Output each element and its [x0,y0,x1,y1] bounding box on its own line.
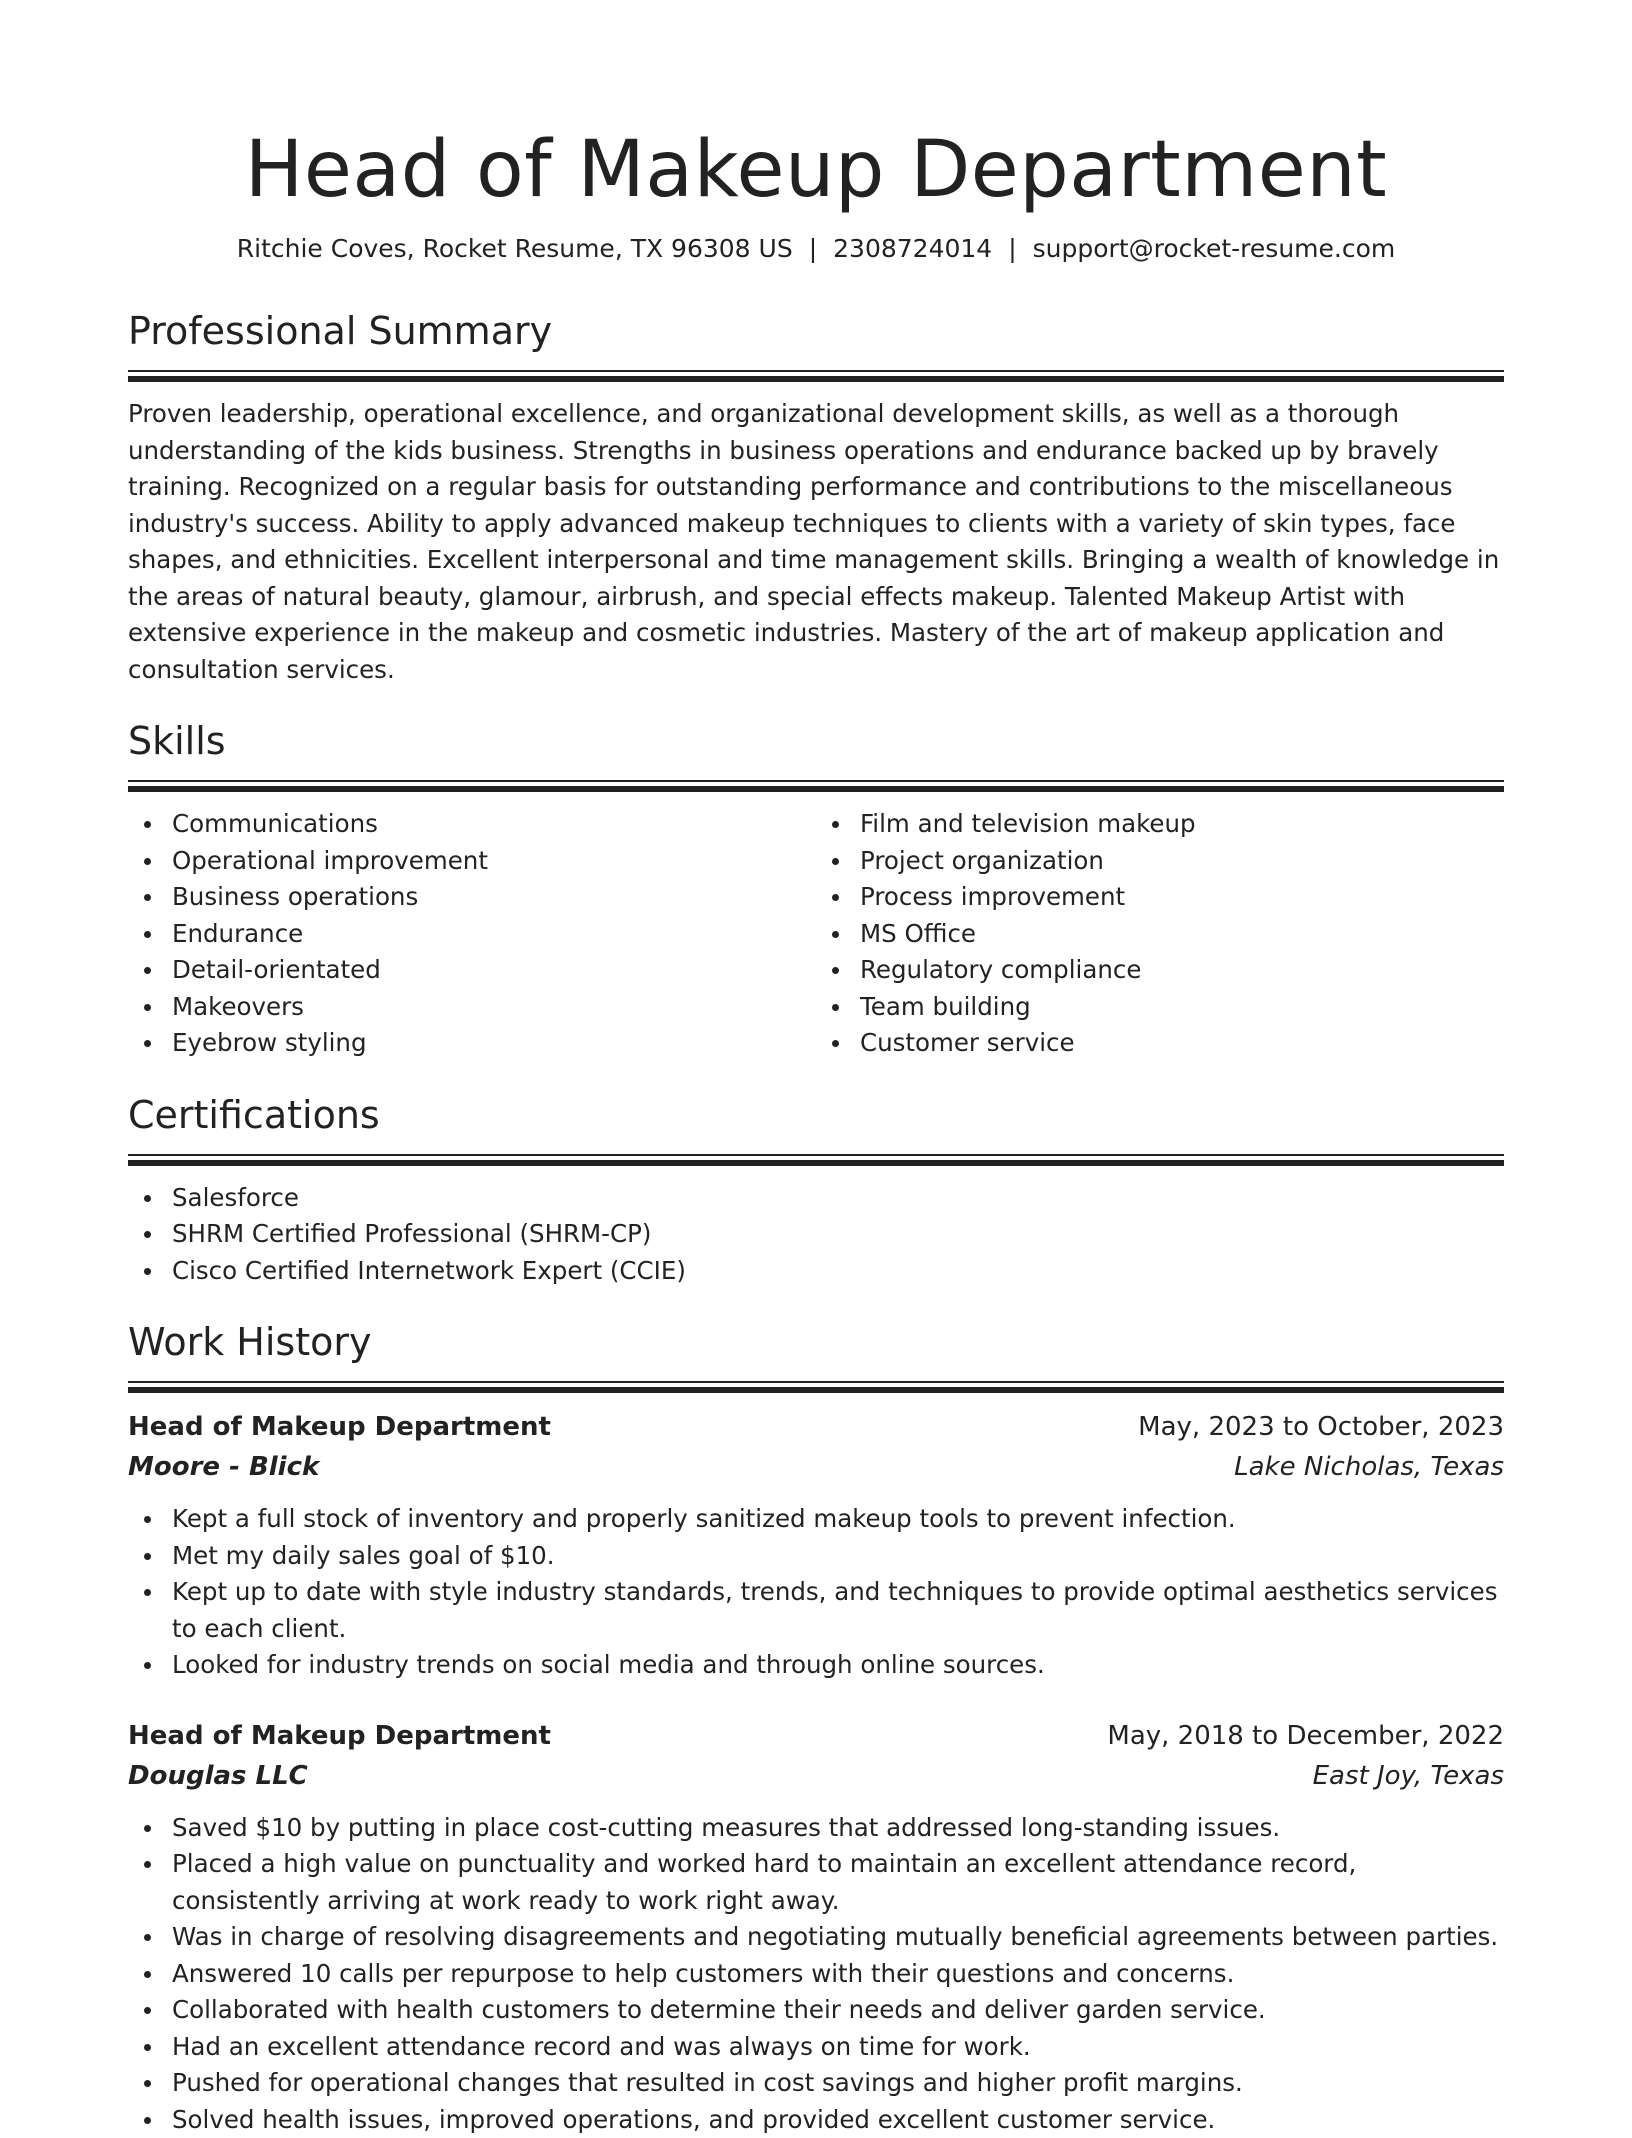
certifications-section [128,1090,1504,1290]
skills-grid [128,806,1504,1062]
skill-item: Team building [860,989,1504,1026]
certification-item: SHRM Certified Professional (SHRM-CP) [172,1216,1504,1253]
job-duty-item: Had an excellent attendance record and was always on time for work. [172,2029,1504,2066]
job-duties-list [128,1810,1504,2138]
contact-email: support@rocket-resume.com [1033,234,1396,263]
skills-section [128,716,1504,1062]
contact-separator: | [1008,232,1016,266]
skill-item: Endurance [172,916,816,953]
skill-item: Film and television makeup [860,806,1504,843]
job-duties-list [128,1501,1504,1684]
job-location: Lake Nicholas, Texas [1234,1447,1504,1487]
job-duty-item: Collaborated with health customers to determine their needs and deliver garden service. [172,1992,1504,2029]
contact-separator: | [809,232,817,266]
job-company: Douglas LLC [128,1756,308,1796]
certification-item: Salesforce [172,1180,1504,1217]
section-divider [128,780,1504,792]
job-location: East Joy, Texas [1313,1756,1504,1796]
job-duty-item: Kept up to date with style industry standards, trends, and techniques to provide optimal aesthetics services to each client. [172,1574,1504,1647]
skill-item: MS Office [860,916,1504,953]
section-heading: Certifications [128,1090,1504,1140]
job-subheader [128,1447,1504,1487]
job-duty-item: Was in charge of resolving disagreements and negotiating mutually beneficial agreements between parties. [172,1919,1504,1956]
skill-item: Business operations [172,879,816,916]
section-heading: Professional Summary [128,306,1504,356]
skill-item: Eyebrow styling [172,1025,816,1062]
job-duty-item: Saved $10 by putting in place cost-cutting measures that addressed long-standing issues. [172,1810,1504,1847]
job-subheader [128,1756,1504,1796]
resume-title: Head of Makeup Department [128,0,1504,218]
job-duty-item: Kept a full stock of inventory and properly sanitized makeup tools to prevent infection. [172,1501,1504,1538]
job-duty-item: Solved health issues, improved operations, and provided excellent customer service. [172,2102,1504,2138]
job-duty-item: Pushed for operational changes that resulted in cost savings and higher profit margins. [172,2065,1504,2102]
section-heading: Work History [128,1317,1504,1367]
job-entry [128,1407,1504,1684]
skills-list-right [816,806,1504,1062]
section-heading: Skills [128,716,1504,766]
job-title: Head of Makeup Department [128,1407,551,1447]
skill-item: Operational improvement [172,843,816,880]
skill-item: Project organization [860,843,1504,880]
summary-text: Proven leadership, operational excellence, and organizational development skills, as well as a thorough understanding of the kids business. Strengths in business operations and endurance backed up by bravely training. Recognized on a regular basis for outstanding performance and contributions to the miscellaneous industry's success. Ability to apply advanced makeup techniques to clients with a variety of skin types, face shapes, and ethnicities. Excellent interpersonal and time management skills. Bringing a wealth of knowledge in the areas of natural beauty, glamour, airbrush, and special effects makeup. Talented Makeup Artist with extensive experience in the makeup and cosmetic industries. Mastery of the art of makeup application and consultation services. [128,396,1504,688]
job-duty-item: Answered 10 calls per repurpose to help customers with their questions and concerns. [172,1956,1504,1993]
certification-item: Cisco Certified Internetwork Expert (CCIE) [172,1253,1504,1290]
skill-item: Process improvement [860,879,1504,916]
contact-line [128,232,1504,266]
job-header [128,1716,1504,1756]
job-duty-item: Looked for industry trends on social media and through online sources. [172,1647,1504,1684]
summary-section [128,306,1504,688]
job-duty-item: Placed a high value on punctuality and worked hard to maintain an excellent attendance record, consistently arriving at work ready to work right away. [172,1846,1504,1919]
skill-item: Customer service [860,1025,1504,1062]
job-company: Moore - Blick [128,1447,319,1487]
skills-list-left [128,806,816,1062]
skill-item: Communications [172,806,816,843]
contact-phone: 2308724014 [833,234,992,263]
section-divider [128,1154,1504,1166]
skill-item: Detail-orientated [172,952,816,989]
job-entry [128,1716,1504,2138]
certifications-list [128,1180,1504,1290]
job-title: Head of Makeup Department [128,1716,551,1756]
job-header [128,1407,1504,1447]
skill-item: Makeovers [172,989,816,1026]
job-duty-item: Met my daily sales goal of $10. [172,1538,1504,1575]
section-divider [128,1381,1504,1393]
job-dates: May, 2023 to October, 2023 [1138,1407,1504,1447]
work-history-section [128,1317,1504,2138]
skill-item: Regulatory compliance [860,952,1504,989]
contact-address: Ritchie Coves, Rocket Resume, TX 96308 US [237,234,793,263]
job-dates: May, 2018 to December, 2022 [1107,1716,1504,1756]
section-divider [128,370,1504,382]
